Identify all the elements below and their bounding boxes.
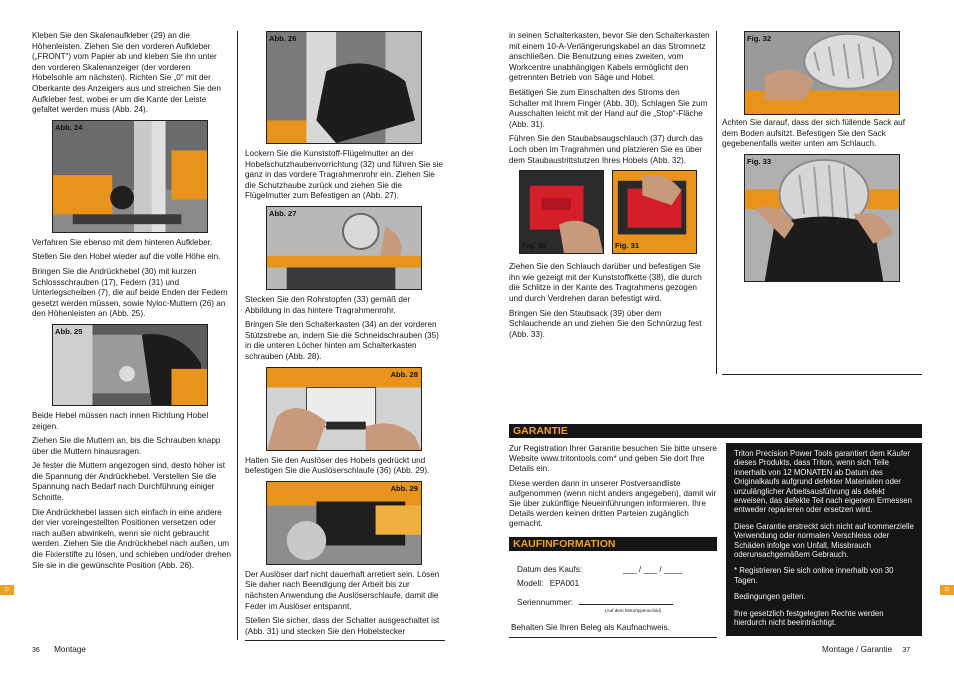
right-page — [477, 0, 954, 675]
garantie-heading: GARANTIE — [513, 425, 568, 437]
figure-label: Abb. 28 — [390, 369, 418, 379]
paragraph: in seinen Schalterkasten, bevor Sie den Schalterkasten mit einem 10-A-Verlängerungskabel an das Stromnetz anschließen. Die Benutzung eines zweiten, vom Workcentre unabhängigen Kabels ermöglicht den getrennten Betrieb von Säge und Hobel. — [509, 31, 710, 83]
page-number: 37 — [902, 647, 911, 654]
purchase-info-form — [509, 555, 717, 635]
figure-abb-25 — [52, 324, 208, 406]
receipt-note: Behalten Sie Ihren Beleg als Kaufnachweis. — [511, 623, 670, 632]
model-row — [517, 579, 579, 588]
figure-abb-28 — [266, 367, 422, 451]
column-bottom-rule — [722, 374, 922, 375]
figure-label: Abb. 26 — [269, 34, 297, 43]
purchase-date-row — [517, 565, 683, 574]
purchase-date-field[interactable]: ___ / ___ / ____ — [623, 565, 683, 574]
footer-section: Montage / Garantie — [822, 645, 893, 654]
right-col-1 — [509, 31, 711, 344]
column-divider — [237, 31, 238, 640]
paragraph: Bringen Sie den Schalterkasten (34) an der vorderen Stützstrebe an, indem Sie die Schneidschrauben (35) in die unteren Löcher hinten am Schalterkasten schrauben (Abb. 28). — [245, 320, 439, 361]
paragraph: Beide Hebel müssen nach innen Richtung Hobel zeigen. — [32, 410, 209, 431]
page-number: 36 — [32, 647, 40, 654]
figure-fig-30 — [519, 170, 604, 254]
figure-label: Fig. 33 — [747, 156, 772, 166]
paragraph: Bedingungen gelten. — [734, 592, 806, 602]
left-col-1 — [32, 31, 232, 575]
paragraph: Verfahren Sie ebenso mit dem hinteren Aufkleber. — [32, 237, 213, 247]
column-bottom-rule — [245, 640, 445, 641]
paragraph: Diese Garantie erstreckt sich nicht auf kommerzielle Verwendung oder normalen Verschleiss oder Schäden infolge von Unfall, Missbrauch oderunsachgemäßem Gebrauch. — [734, 521, 914, 560]
paragraph: Führen Sie den Staubabsaugschlauch (37) durch das Loch oben im Tragrahmen und platzieren Sie es über dem Staubaustrittstutzen Ihres Hobels (Abb. 32). — [509, 134, 703, 165]
paragraph: Kleben Sie den Skalenaufkleber (29) an die Höhenleisten. Ziehen Sie den vorderen Aufkleber („FRONT“) vom Papier ab und kleben Sie ihn unter den vorderen Skalenanzeiger (der vorderen Hobelsohle am nächsten). Richten Sie „0“ mit der Oberkante des Anzeigers aus und streichen Sie den Aufkleber fest, wobei er um die Kante der Leiste gefaltet werden muss (Abb. 24). — [32, 31, 221, 115]
paragraph: Ihre gesetzlich festgelegten Rechte werden hierdurch nicht beeinträchtigt. — [734, 608, 884, 628]
figure-abb-27 — [266, 206, 422, 290]
figure-26-illustration — [267, 32, 421, 143]
paragraph: Der Auslöser darf nicht dauerhaft arretiert sein. Lösen Sie daher nach Beendigung der Arbeit bis zur nächsten Anwendung die Auslöserschlaufe, damit die Feder im Auslöser entspannt. — [245, 569, 440, 611]
column-divider — [716, 31, 717, 374]
paragraph: * Registrieren Sie sich online innerhalb von 30 Tagen. — [734, 566, 894, 585]
language-tab: D — [0, 585, 14, 595]
garantie-heading-bar — [509, 424, 922, 438]
serial-row — [517, 597, 673, 607]
page-footer — [32, 645, 86, 654]
serial-number-field[interactable] — [579, 597, 673, 605]
left-col-2 — [245, 31, 445, 641]
figure-33-illustration — [745, 155, 899, 281]
warranty-terms-box — [726, 443, 922, 636]
figure-label: Abb. 29 — [390, 483, 418, 493]
figure-label: Fig. 31 — [615, 240, 640, 250]
paragraph: Achten Sie darauf, dass der sich füllende Sack auf dem Boden aufsitzt. Befestigen Sie den Sack gegebenenfalls weiter unten am Schlauch. — [722, 118, 905, 149]
figure-fig-32 — [744, 31, 900, 115]
paragraph: Triton Precision Power Tools garantiert dem Käufer dieses Produkts, dass Triton, wenn sich Teile innerhalb von 12 MONATEN ab Datum des Originalkaufs aufgrund defekter Materialien oder unzulänglicher Arbeitsausführung als defekt erweisen, das defekte Teil nach eigenem Ermessen entweder reparieren oder ersetzen wird. — [734, 449, 912, 515]
figure-fig-31 — [612, 170, 697, 254]
paragraph: Betätigen Sie zum Einschalten des Stroms den Schalter mit Ihrem Finger (Abb. 30). Schlagen Sie zum Ausschalten leicht mit der Hand auf die „Stop“-Fläche (Abb. 31). — [509, 87, 708, 129]
figure-abb-29 — [266, 481, 422, 565]
paragraph: Lockern Sie die Kunststoff-Flügelmutter an der Hobelschutzhaubenvorrichtung (32) und führen Sie sie ganz in das vordere Tragrahmenrohr ein. Ziehen Sie die Schutzhaube zurück und ziehen Sie die Flügelmutter zum Befestigen an (Abb. 27). — [245, 149, 443, 201]
model-label: Modell: — [517, 579, 544, 588]
purchase-date-label: Datum des Kaufs: — [517, 565, 583, 574]
figure-label: Abb. 24 — [55, 122, 83, 132]
paragraph: Stellen Sie den Hobel wieder auf die volle Höhe ein. — [32, 252, 221, 262]
figure-abb-26 — [266, 31, 422, 144]
paragraph: Halten Sie den Auslöser des Hobels gedrückt und befestigen Sie die Auslöserschlaufe (36) (Abb. 29). — [245, 455, 430, 476]
paragraph: Ziehen Sie den Schlauch darüber und befestigen Sie ihn wie gezeigt mit der Kunststoffkette (38), die durch die Schlitze in der Kante des Tragrahmens gezogen und durch Verdrehen daran befestigt wird. — [509, 262, 702, 303]
footer-section: Montage — [54, 645, 86, 654]
paragraph: Die Andrückhebel lassen sich einfach in eine andere der vier voreingestellten Positionen versetzen oder nach außen abwinkeln, wenn sie nicht gebraucht werden. Ziehen Sie die Andrückhebel nach außen, um die Fixierstifte zu lösen, und schieben und/oder drehen Sie sie in die gewünschte Position (Abb. 26). — [32, 507, 231, 570]
paragraph: Stecken Sie den Rohrstopfen (33) gemäß der Abbildung in das hintere Tragrahmenrohr. — [245, 294, 411, 315]
figure-fig-33 — [744, 154, 900, 282]
figure-label: Abb. 25 — [55, 326, 83, 336]
page-footer — [822, 645, 922, 654]
serial-hint: (Auf dem Motortypenschild) — [605, 608, 662, 613]
figure-abb-24 — [52, 120, 208, 233]
serial-label: Seriennummer: — [517, 598, 573, 607]
figure-label: Fig. 32 — [747, 34, 772, 43]
figure-label: Fig. 30 — [522, 240, 547, 250]
paragraph: Stellen Sie sicher, dass der Schalter ausgeschaltet ist (Abb. 31) und stecken Sie den Hobelstecker — [245, 616, 440, 636]
garantie-text — [509, 444, 717, 534]
paragraph: Zur Registration Ihrer Garantie besuchen Sie bitte unsere Website www.tritontools.com* und geben Sie dort Ihre Details ein. — [509, 444, 717, 474]
paragraph: Ziehen Sie die Muttern an, bis die Schrauben knapp über die Muttern hinausragen. — [32, 436, 221, 456]
kaufinformation-heading-bar — [509, 537, 717, 551]
kaufinformation-heading: KAUFINFORMATION — [513, 538, 616, 550]
figure-24-illustration — [53, 121, 207, 232]
figure-label: Abb. 27 — [269, 208, 297, 218]
paragraph: Bringen Sie die Andrückhebel (30) mit kurzen Schlossschrauben (17), Federn (31) und Unterlegscheiben (7), die auf beide Enden der Federn gesetzt werden müssen, sowie Nyloc-Muttern (26) an den Höhenleisten an (Abb. 25). — [32, 266, 228, 319]
paragraph: Bringen Sie den Staubsack (39) über dem Schlauchende an und ziehen Sie den Schnürzug fest (Abb. 33). — [509, 308, 702, 339]
paragraph: Je fester die Muttern angezogen sind, desto höher ist die Spannung der Andrückhebel. Verstellen Sie die Spannung nach Bedarf nach Durchführung einiger Schnitte. — [32, 461, 225, 503]
model-value: EPA001 — [549, 579, 580, 588]
language-tab: D — [940, 585, 954, 595]
right-col-2 — [722, 31, 922, 282]
kauf-bottom-rule — [509, 637, 717, 638]
figure-row-30-31 — [509, 170, 711, 258]
paragraph: Diese werden dann in unserer Postversandliste aufgenommen (wenn nicht anders angegeben), damit wir Sie über zukünftige Neueinführungen informieren. Ihre Details werden keinen dritten Parteien zugänglich gemacht. — [509, 478, 717, 529]
